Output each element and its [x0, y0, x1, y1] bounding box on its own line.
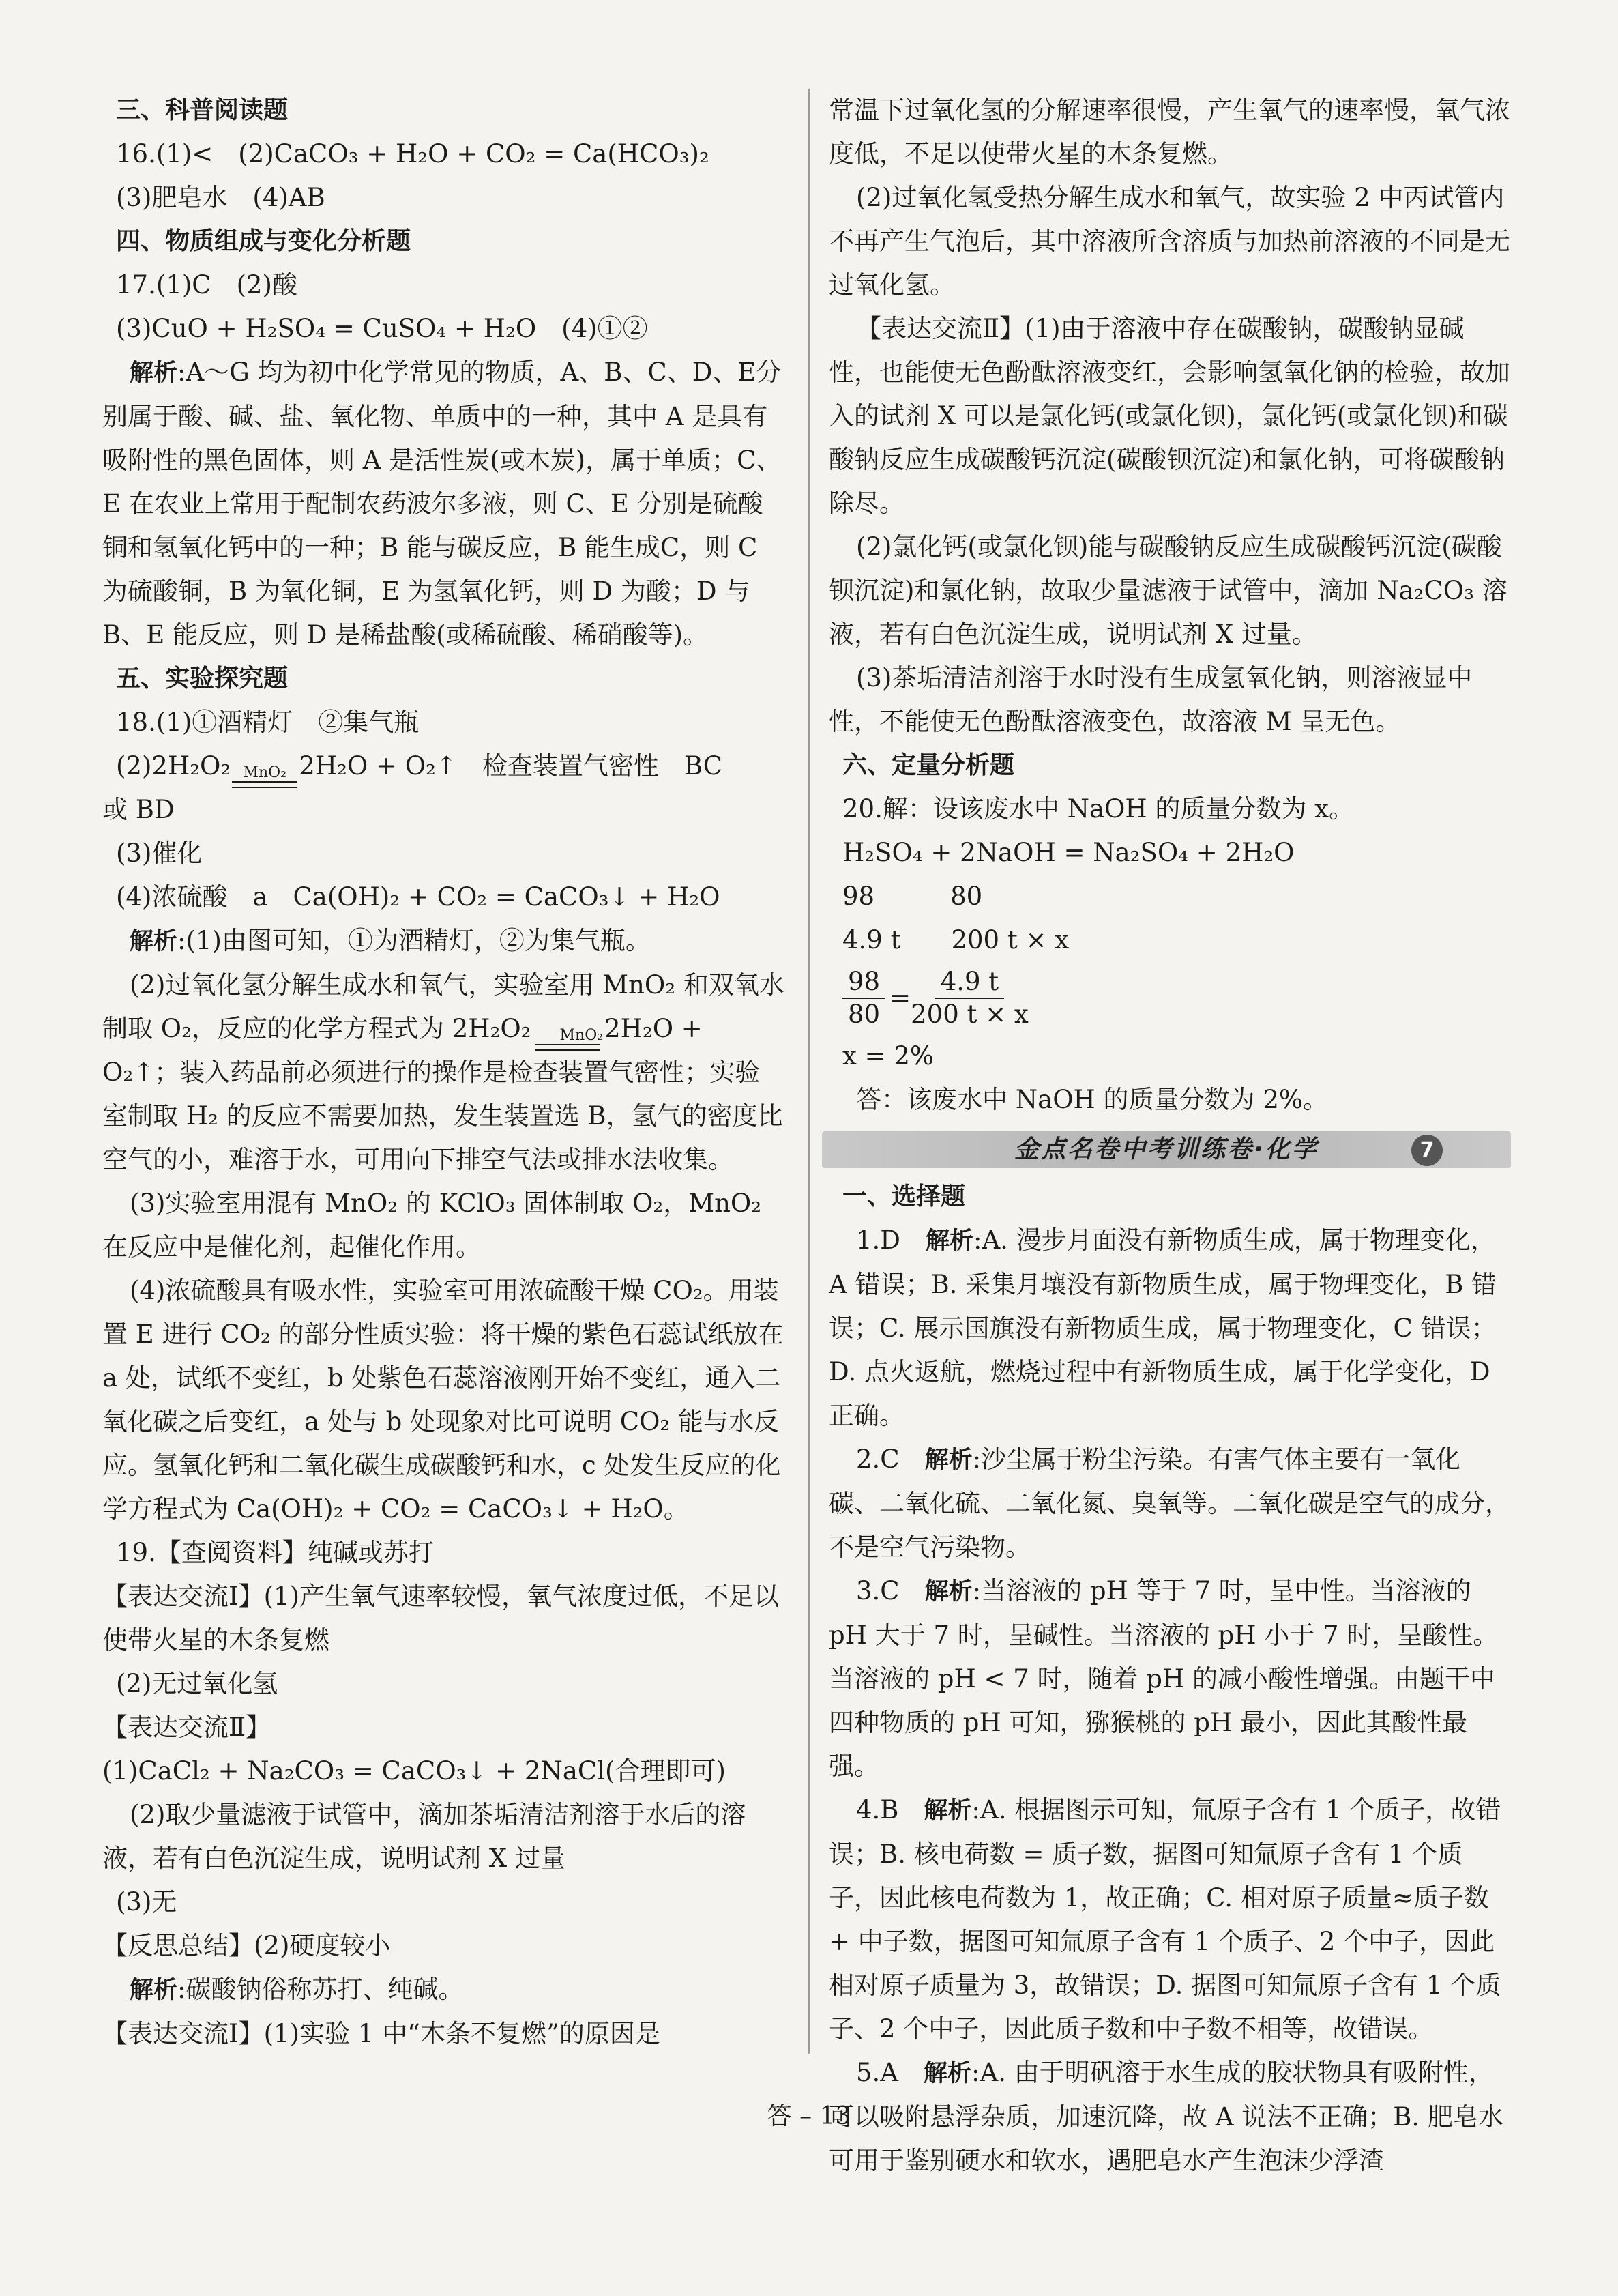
analysis-paragraph: 5.A 解析:A. 由于明矾溶于水生成的胶状物具有吸附性，可以吸附悬浮杂质，加速沉降，故 A 说法不正确；B. 肥皂水可用于鉴别硬水和软水，遇肥皂水产生泡沫少浮渣 [829, 2058, 1503, 2175]
answer-line: 【反思总结】(2)硬度较小 [102, 1931, 391, 1960]
analysis-label: 解析 [924, 1578, 973, 1605]
answer-line: 答：该废水中 NaOH 的质量分数为 2%。 [856, 1085, 1329, 1114]
analysis-label: 解析 [924, 2060, 972, 2087]
analysis-paragraph: (3)茶垢清洁剂溶于水时没有生成氢氧化钠，则溶液显中性，不能使无色酚酞溶液变色，故溶液 M 呈无色。 [829, 663, 1473, 736]
analysis-paragraph: 解析:A～G 均为初中化学常见的物质，A、B、C、D、E分别属于酸、碱、盐、氧化物、单质中的一种，其中 A 是具有吸附性的黑色固体，则 A 是活性炭(或木炭)，属于单质；C、E 在农业上常用于配制农药波尔多液，则 C、E 分别是硫酸铜和氢氧化钙中的一种；B 能与碳反应，B 能生成C，则 C 为硫酸铜，B 为氧化铜，E 为氢氧化钙，则 D 为酸；D 与 B、E 能反应，则 D 是稀盐酸(或稀硫酸、稀硝酸等)。 [102, 358, 782, 650]
answer-line: 【表达交流Ⅰ】(1)实验 1 中“木条不复燃”的原因是 [102, 2019, 660, 2048]
answer-line: (2)2H₂O₂ MnO₂ 2H₂O + O₂↑ 检查装置气密性 BC [102, 744, 784, 788]
analysis-paragraph: 2.C 解析:沙尘属于粉尘污染。有害气体主要有一氧化碳、二氧化硫、二氧化氮、臭氧等。二氧化碳是空气的成分，不是空气污染物。 [829, 1444, 1510, 1562]
catalyst-arrow: MnO₂ [533, 1028, 604, 1051]
catalyst-arrow: MnO₂ [232, 765, 297, 788]
analysis-label: 解析 [924, 1447, 973, 1474]
section-heading: 一、选择题 [842, 1182, 966, 1210]
analysis-paragraph: 解析:(1)由图可知，①为酒精灯，②为集气瓶。 [130, 926, 651, 955]
column-divider [808, 89, 810, 2054]
answer-line: 19.【查阅资料】纯碱或苏打 [116, 1538, 434, 1567]
answer-line: (1)CaCl₂ + Na₂CO₃ = CaCO₃↓ + 2NaCl(合理即可) [102, 1756, 726, 1786]
answer-line: (3)CuO + H₂SO₄ = CuSO₄ + H₂O (4)①② [116, 314, 648, 343]
answer-line: 或 BD [102, 795, 175, 824]
fraction-left: $\frac{98}{80}$ [842, 966, 885, 1030]
answer-line: 20.解：设该废水中 NaOH 的质量分数为 x。 [842, 794, 1355, 824]
analysis-label: 解析 [924, 1797, 972, 1825]
analysis-paragraph: 3.C 解析:当溶液的 pH 等于 7 时，呈中性。当溶液的 pH 大于 7 时，呈碱性。当溶液的 pH 小于 7 时，呈酸性。当溶液的 pH < 7 时，随着 pH 的减小酸性增强。由题干中四种物质的 pH 可知，猕猴桃的 pH 最小，因此其酸性最强。 [829, 1576, 1499, 1781]
analysis-paragraph: 1.D 解析:A. 漫步月面没有新物质生成，属于物理变化，A 错误；B. 采集月壤没有新物质生成，属于物理变化，B 错误；C. 展示国旗没有新物质生成，属于物理变化，C 错误；D. 点火返航，燃烧过程中有新物质生成，属于化学变化，D 正确。 [829, 1225, 1497, 1430]
left-column [102, 89, 784, 2056]
analysis-label: 解析 [130, 360, 178, 387]
analysis-paragraph: 常温下过氧化氢的分解速率很慢，产生氧气的速率慢，氧气浓度低，不足以使带火星的木条复燃。 [829, 96, 1510, 169]
page-number: 答 – 13 [767, 2102, 851, 2130]
fraction-right: $\frac{4.9 t}{200 t \times x}$ [911, 967, 1029, 1029]
analysis-paragraph: (4)浓硫酸具有吸水性，实验室可用浓硫酸干燥 CO₂。用装置 E 进行 CO₂ 的部分性质实验：将干燥的紫色石蕊试纸放在 a 处，试纸不变红，b 处紫色石蕊溶液刚开始不变红，通入二氧化碳之后变红，a 处与 b 处现象对比可说明 CO₂ 能与水反应。氢氧化钙和二氧化碳生成碳酸钙和水，c 处发生反应的化学方程式为 Ca(OH)₂ + CO₂ = CaCO₃↓ + H₂O。 [102, 1276, 784, 1524]
answer-line: 【表达交流Ⅰ】(1)产生氧气速率较慢，氧气浓度过低，不足以使带火星的木条复燃 [102, 1582, 780, 1655]
answer-line: (2)取少量滤液于试管中，滴加茶垢清洁剂溶于水后的溶液，若有白色沉淀生成，说明试剂 X 过量 [102, 1800, 746, 1873]
banner-title: 金点名卷中考训练卷·化学 [1014, 1135, 1319, 1163]
answer-line: 17.(1)C (2)酸 [116, 270, 297, 300]
answer-line: (4)浓硫酸 a Ca(OH)₂ + CO₂ = CaCO₃↓ + H₂O [116, 882, 720, 912]
section-heading: 五、实验探究题 [116, 665, 289, 693]
answer-line: (3)催化 [116, 839, 203, 868]
answer-line: 16.(1)< (2)CaCO₃ + H₂O + CO₂ = Ca(HCO₃)₂ [116, 139, 709, 169]
answer-line: (3)肥皂水 (4)AB [116, 183, 325, 212]
equation-line: 98 80 [842, 882, 983, 911]
section-heading: 四、物质组成与变化分析题 [116, 227, 411, 255]
analysis-paragraph: (3)实验室用混有 MnO₂ 的 KClO₃ 固体制取 O₂，MnO₂ 在反应中是催化剂，起催化作用。 [102, 1189, 762, 1262]
section-heading: 三、科普阅读题 [116, 96, 289, 124]
proportion-equation: $\frac{98}{80}$ = $\frac{4.9 t}{200 t \times x}$ [829, 966, 1511, 1030]
equation-line: x = 2% [842, 1041, 935, 1071]
banner-number-badge: 7 [1411, 1135, 1443, 1166]
analysis-paragraph: 【表达交流Ⅱ】(1)由于溶液中存在碳酸钠，碳酸钠显碱性，也能使无色酚酞溶液变红，会影响氢氧化钠的检验，故加入的试剂 X 可以是氯化钙(或氯化钡)，氯化钙(或氯化钡)和碳酸钠反应生成碳酸钙沉淀(碳酸钡沉淀)和氯化钠，可将碳酸钠除尽。 [829, 314, 1510, 518]
analysis-label: 解析 [925, 1227, 973, 1255]
answer-line: (2)无过氧化氢 [116, 1669, 278, 1698]
right-column [829, 89, 1511, 2183]
analysis-label: 解析 [130, 1977, 178, 2004]
analysis-paragraph: (2)过氧化氢受热分解生成水和氧气，故实验 2 中丙试管内不再产生气泡后，其中溶液所含溶质与加热前溶液的不同是无过氧化氢。 [829, 183, 1510, 300]
exam-banner [822, 1131, 1511, 1168]
section-heading: 六、定量分析题 [842, 751, 1015, 779]
answer-line: 【表达交流Ⅱ】 [102, 1713, 271, 1742]
analysis-paragraph: 4.B 解析:A. 根据图示可知，氚原子含有 1 个质子，故错误；B. 核电荷数 = 质子数，据图可知氚原子含有 1 个质子，因此核电荷数为 1，故正确；C. 相对原子质量≈质子数 + 中子数，据图可知氚原子含有 1 个质子、2 个中子，因此相对原子质量为 3，故错误；D. 据图可知氚原子含有 1 个质子、2 个中子，因此质子数和中子数不相等，故错误。 [829, 1795, 1501, 2044]
answer-line: 18.(1)①酒精灯 ②集气瓶 [116, 708, 420, 737]
equation-line: H₂SO₄ + 2NaOH = Na₂SO₄ + 2H₂O [842, 838, 1295, 867]
answer-line: (3)无 [116, 1887, 177, 1917]
analysis-paragraph: (2)过氧化氢分解生成水和氧气，实验室用 MnO₂ 和双氧水制取 O₂，反应的化学方程式为 2H₂O₂ MnO₂ 2H₂O + O₂↑；装入药品前必须进行的操作是检查装置气密性；实验室制取 H₂ 的反应不需要加热，发生装置选 B，氢气的密度比空气的小，难溶于水，可用向下排空气法或排水法收集。 [102, 970, 784, 1174]
analysis-paragraph: (2)氯化钙(或氯化钡)能与碳酸钠反应生成碳酸钙沉淀(碳酸钡沉淀)和氯化钠，故取少量滤液于试管中，滴加 Na₂CO₃ 溶液，若有白色沉淀生成，说明试剂 X 过量。 [829, 532, 1507, 649]
analysis-paragraph: 解析:碳酸钠俗称苏打、纯碱。 [130, 1975, 464, 2004]
analysis-label: 解析 [130, 928, 178, 955]
equation-line: 4.9 t 200 t × x [842, 925, 1070, 955]
